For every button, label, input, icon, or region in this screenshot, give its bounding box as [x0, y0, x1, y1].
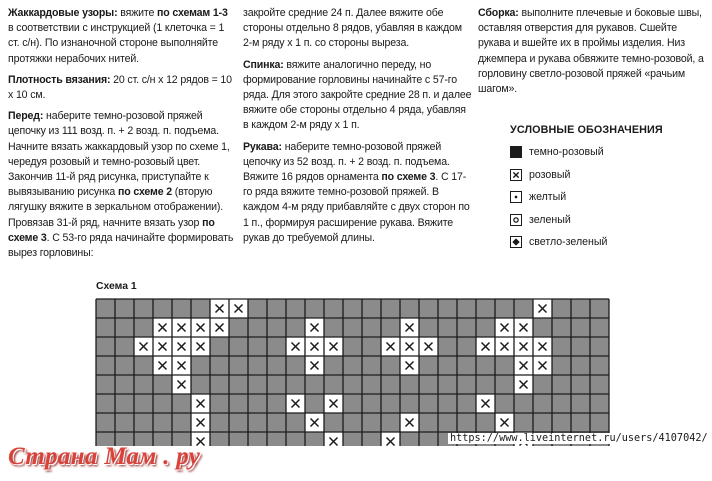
- heading-sleeves: Рукава:: [243, 140, 282, 153]
- text-span: вяжите аналогично переду, но формирование горловины начинайте с 57-го ряда. Для этого закройте средние 28 п. и далее вяжите обе стороны отдельно 4 ряда, убавляя в каждом 2-м ряду х 1 п.: [243, 58, 472, 132]
- text-span-bold: по схеме 3: [381, 171, 436, 184]
- text-span: . С 53-го ряда начинайте формировать вырез горловины:: [8, 231, 234, 260]
- chart-cell-cross: [476, 394, 495, 413]
- heading-jacquard: Жаккардовые узоры:: [8, 7, 118, 19]
- text-span-bold: по схемам 1-3: [157, 7, 228, 19]
- chart-cell-cross: [419, 337, 438, 356]
- chart-cell-cross: [305, 356, 324, 375]
- chart-cell-cross: [305, 413, 324, 432]
- chart-cell-cross: [533, 299, 552, 318]
- chart-cell-cross: [172, 356, 191, 375]
- chart-cell-cross: [305, 337, 324, 356]
- text-span: вяжите: [117, 7, 158, 19]
- legend-label: светло-зеленый: [529, 236, 608, 249]
- chart-cell-cross: [153, 337, 172, 356]
- legend-item-pink: [510, 165, 663, 185]
- text-column-right: [478, 6, 704, 103]
- ring-square-icon: [510, 214, 522, 226]
- paragraph-jacquard: [8, 6, 234, 67]
- text-span: (вторую лягушку вяжите в зеркальном отображении). Провязав 31-й ряд, начните вязать узор: [8, 186, 224, 229]
- chart-cell-cross: [324, 432, 343, 446]
- text-span: наберите темно-розовой пряжей цепочку из 52 возд. п. + 2 возд. п. подъема. Вяжите 16 рядов орнамента: [243, 140, 450, 184]
- text-span: в соответствии с инструкцией (1 клеточка = 1 ст. с/н). По изнаночной стороне выполняйте протяжки нерабочих нитей.: [8, 22, 225, 65]
- paragraph-sleeves: [243, 140, 473, 246]
- legend-item-light-green: [510, 232, 663, 252]
- chart-cell-cross: [134, 337, 153, 356]
- text-span-bold: по схеме 3: [8, 216, 215, 244]
- paragraph-density: [8, 73, 234, 103]
- chart-cell-cross: [533, 337, 552, 356]
- chart-cell-cross: [305, 318, 324, 337]
- chart-cell-cross: [533, 356, 552, 375]
- legend-item-dark-pink: [510, 142, 663, 162]
- text-span: наберите темно-розовой пряжей цепочку из 111 возд. п. + 2 возд. п. подъема. Начните вязать жаккардовый узор по схеме 1, чередуя розовый и темно-розовый цвет. Закончив 11-й ряд рисунка, приступайте к вывязыванию рисунка: [8, 110, 230, 199]
- chart-cell-cross: [476, 337, 495, 356]
- chart-cell-cross: [400, 337, 419, 356]
- paragraph-neckline: закройте средние 24 п. Далее вяжите обе стороны отдельно 8 рядов, убавляя в каждом 2-м ряду х 1 п. со стороны выреза.: [243, 7, 462, 50]
- chart-cell-cross: [210, 318, 229, 337]
- chart-cell-cross: [400, 318, 419, 337]
- text-span: . С 17-го ряда вяжите темно-розовой пряжей. В каждом 4-м ряду прибавляйте с двух сторон по 1 п., формируя расширение рукава. Вяжите рукав до требуемой длины.: [243, 171, 470, 244]
- chart-cell-cross: [172, 337, 191, 356]
- heading-density: Плотность вязания:: [8, 73, 111, 86]
- legend-label: темно-розовый: [529, 146, 604, 158]
- chart-cell-cross: [495, 413, 514, 432]
- chart-cell-cross: [381, 337, 400, 356]
- cross-square-icon: [510, 169, 522, 181]
- text-span: 20 ст. с/н х 12 рядов = 10 х 10 см.: [8, 73, 232, 102]
- dot-square-icon: [510, 191, 522, 203]
- chart-cell-cross: [191, 318, 210, 337]
- watermark-url: https://www.liveinternet.ru/users/4107042/: [450, 433, 708, 444]
- schema-title: Схема 1: [96, 281, 137, 292]
- chart-cell-cross: [324, 337, 343, 356]
- chart-cell-cross: [172, 375, 191, 394]
- legend-item-green: [510, 210, 663, 230]
- chart-cell-cross: [514, 356, 533, 375]
- paragraph-assembly: [478, 6, 704, 97]
- chart-cell-cross: [172, 318, 191, 337]
- chart-cell-cross: [191, 413, 210, 432]
- chart-cell-cross: [153, 356, 172, 375]
- chart-cell-cross: [495, 337, 514, 356]
- chart-cell-cross: [153, 318, 172, 337]
- chart-cell-cross: [381, 432, 400, 446]
- chart-cell-cross: [191, 394, 210, 413]
- legend-label: зеленый: [529, 213, 571, 226]
- legend-title: УСЛОВНЫЕ ОБОЗНАЧЕНИЯ: [510, 124, 663, 136]
- legend-item-yellow: [510, 187, 663, 207]
- chart-cell-cross: [324, 394, 343, 413]
- paragraph-front: [8, 109, 234, 261]
- heading-assembly: Сборка:: [478, 7, 519, 19]
- legend-label: розовый: [529, 168, 571, 181]
- legend: [510, 124, 663, 255]
- chart-cell-cross: [400, 413, 419, 432]
- chart-cell-cross: [229, 299, 248, 318]
- chart-cell-cross: [495, 318, 514, 337]
- chart-cell-cross: [210, 299, 229, 318]
- heading-back: Спинка:: [243, 58, 284, 71]
- chart-cell-cross: [514, 318, 533, 337]
- text-span-bold: по схеме 2: [117, 186, 172, 199]
- chart-cell-cross: [400, 356, 419, 375]
- chart-cell-cross: [286, 394, 305, 413]
- legend-label: желтый: [529, 191, 567, 204]
- chart-cell-cross: [514, 337, 533, 356]
- diamond-square-icon: [510, 236, 522, 248]
- chart-cell-cross: [191, 337, 210, 356]
- knitting-chart: [95, 298, 610, 446]
- heading-front: Перед:: [8, 110, 44, 123]
- chart-cell-cross: [286, 337, 305, 356]
- filled-square-icon: [510, 146, 522, 158]
- paragraph-back: [243, 58, 473, 134]
- chart-cell-cross: [514, 375, 533, 394]
- site-logo: Страна Мам . ру: [8, 443, 201, 470]
- text-column-middle: [243, 6, 473, 252]
- text-column-left: [8, 6, 234, 267]
- text-span: выполните плечевые и боковые швы, оставляя отверстия для рукавов. Сшейте рукава и вшейте их в проймы изделия. Низ джемпера и рукава обвяжите темно-розовой, а горловину светло-розовой пряжей «рачьим шагом».: [478, 7, 704, 96]
